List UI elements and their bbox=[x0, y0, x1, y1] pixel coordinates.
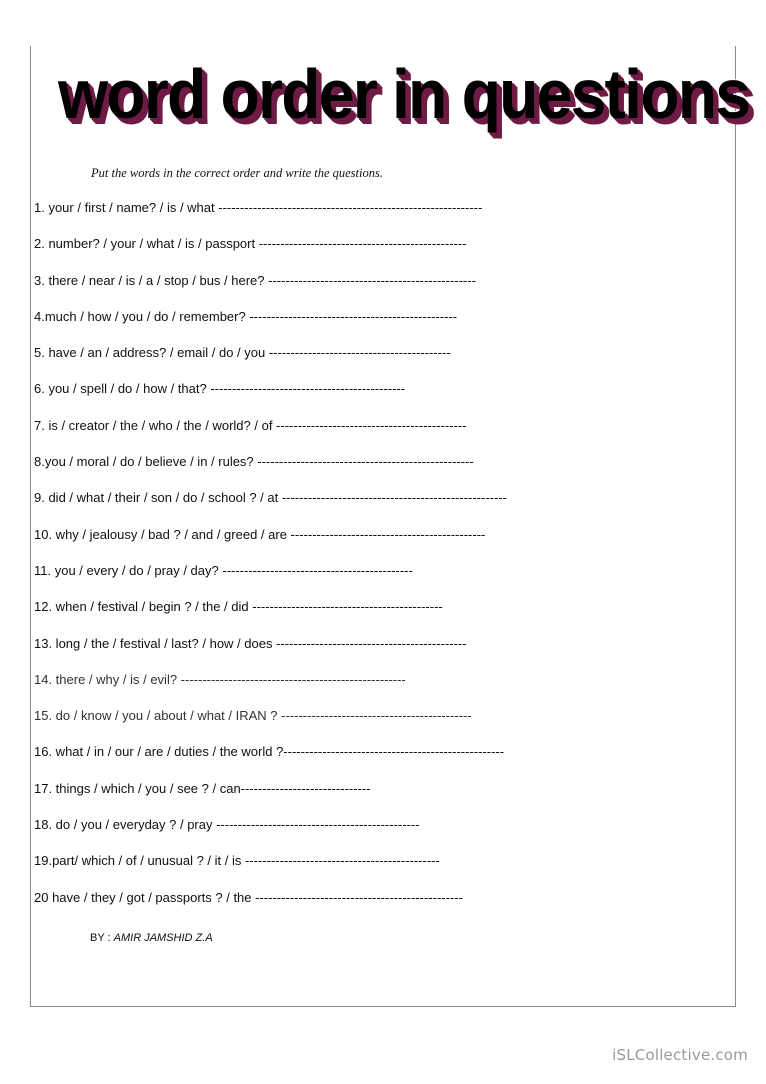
question-item: 6. you / spell / do / how / that? --------------------------------------------- bbox=[34, 381, 406, 397]
question-item: 20 have / they / got / passports ? / the ------------------------------------------------ bbox=[34, 889, 463, 905]
question-item: 3. there / near / is / a / stop / bus / here? ------------------------------------------------ bbox=[34, 272, 476, 288]
author-credit bbox=[90, 932, 213, 944]
question-list bbox=[34, 190, 714, 916]
author-name: AMIR JAMSHID Z.A bbox=[113, 932, 213, 944]
question-item: 16. what / in / our / are / duties / the world ?--------------------------------------------------- bbox=[34, 744, 505, 760]
instruction-text: Put the words in the correct order and write the questions. bbox=[91, 166, 383, 180]
question-item: 5. have / an / address? / email / do / you ------------------------------------------ bbox=[34, 345, 451, 361]
question-item: 9. did / what / their / son / do / school ? / at ---------------------------------------------------- bbox=[34, 490, 507, 506]
question-item: 13. long / the / festival / last? / how / does -------------------------------------------- bbox=[34, 635, 467, 651]
question-item: 17. things / which / you / see ? / can------------------------------ bbox=[34, 780, 371, 796]
question-item: 8.you / moral / do / believe / in / rules? -------------------------------------------------- bbox=[34, 454, 474, 470]
question-item: 4.much / how / you / do / remember? ------------------------------------------------ bbox=[34, 308, 458, 324]
question-item: 19.part/ which / of / unusual ? / it / is --------------------------------------------- bbox=[34, 853, 440, 869]
question-item: 14. there / why / is / evil? ---------------------------------------------------- bbox=[34, 671, 406, 687]
question-item: 12. when / festival / begin ? / the / did -------------------------------------------- bbox=[34, 599, 443, 615]
author-prefix: BY : bbox=[90, 932, 114, 944]
site-watermark: iSLCollective.com bbox=[612, 1046, 748, 1064]
question-item: 7. is / creator / the / who / the / world? / of -------------------------------------------- bbox=[34, 417, 467, 433]
worksheet-title: word order in questions bbox=[58, 55, 750, 133]
question-item: 2. number? / your / what / is / passport ------------------------------------------------ bbox=[34, 236, 467, 252]
question-item: 15. do / know / you / about / what / IRAN ? -------------------------------------------- bbox=[34, 708, 472, 724]
question-item: 10. why / jealousy / bad ? / and / greed / are --------------------------------------------- bbox=[34, 526, 486, 542]
question-item: 11. you / every / do / pray / day? -------------------------------------------- bbox=[34, 562, 413, 578]
question-item: 1. your / first / name? / is / what ------------------------------------------------------------- bbox=[34, 200, 483, 215]
question-item: 18. do / you / everyday ? / pray ----------------------------------------------- bbox=[34, 817, 420, 833]
